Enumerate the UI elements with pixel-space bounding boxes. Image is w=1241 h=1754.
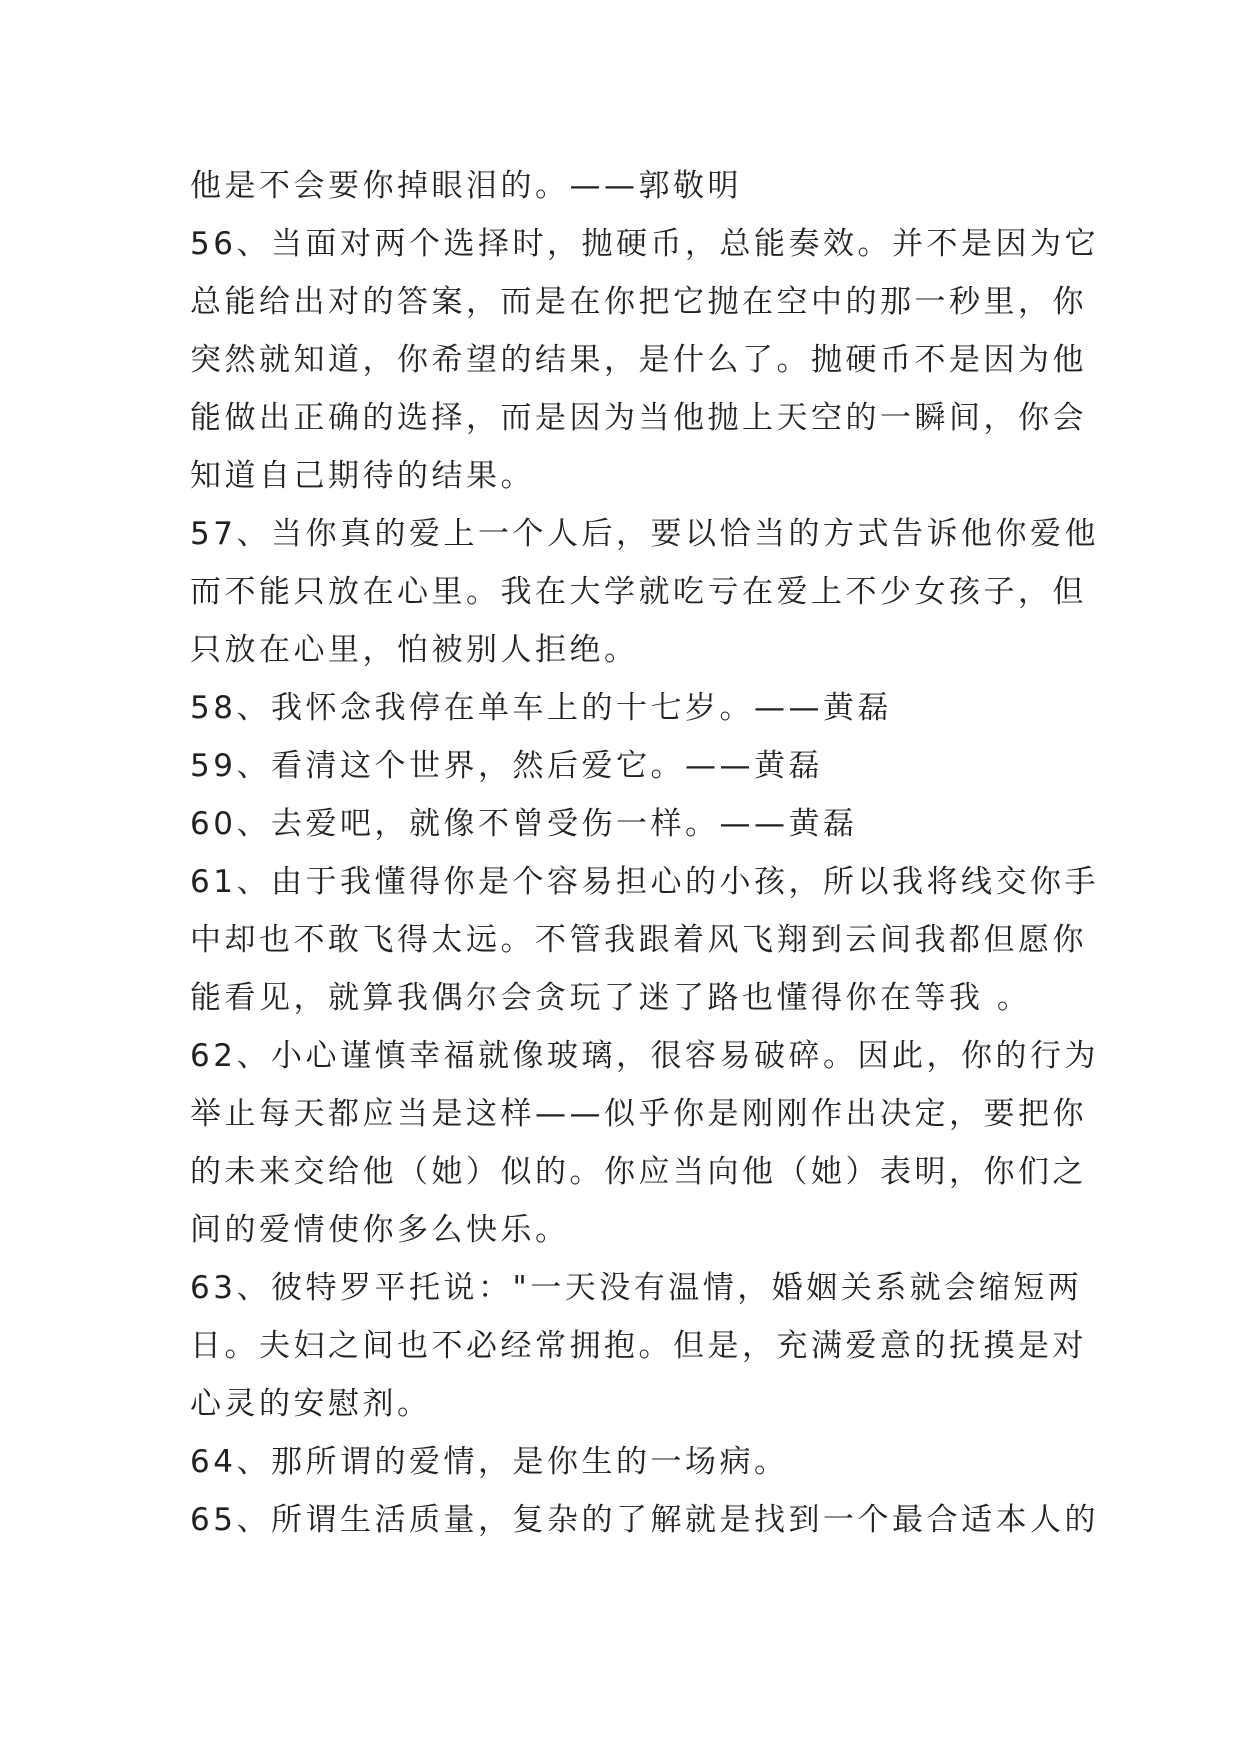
text-line: 能做出正确的选择，而是因为当他抛上天空的一瞬间，你会 [190,400,1087,436]
text-line: 59、看清这个世界，然后爱它。——黄磊 [190,748,823,784]
document-body [190,157,1099,1549]
text-line: 56、当面对两个选择时，抛硬币，总能奏效。并不是因为它 [190,226,1099,262]
text-line: 63、彼特罗平托说："一天没有温情，婚姻关系就会缩短两 [190,1270,1083,1306]
text-line: 65、所谓生活质量，复杂的了解就是找到一个最合适本人的 [190,1502,1099,1538]
text-line: 间的爱情使你多么快乐。 [190,1212,570,1248]
text-line: 能看见，就算我偶尔会贪玩了迷了路也懂得你在等我 。 [190,980,1032,1016]
text-line: 60、去爱吧，就像不曾受伤一样。——黄磊 [190,806,858,842]
text-line: 日。夫妇之间也不必经常拥抱。但是，充满爱意的抚摸是对 [190,1328,1087,1364]
text-line: 总能给出对的答案，而是在你把它抛在空中的那一秒里，你 [190,284,1087,320]
text-line: 而不能只放在心里。我在大学就吃亏在爱上不少女孩子，但 [190,574,1087,610]
text-line: 只放在心里，怕被别人拒绝。 [190,632,639,668]
text-line: 突然就知道，你希望的结果，是什么了。抛硬币不是因为他 [190,342,1087,378]
text-line: 61、由于我懂得你是个容易担心的小孩，所以我将线交你手 [190,864,1099,900]
text-line: 心灵的安慰剂。 [190,1386,432,1422]
text-line: 知道自己期待的结果。 [190,458,535,494]
text-line: 中却也不敢飞得太远。不管我跟着风飞翔到云间我都但愿你 [190,922,1087,958]
text-line: 的未来交给他（她）似的。你应当向他（她）表明，你们之 [190,1154,1087,1190]
text-line: 62、小心谨慎幸福就像玻璃，很容易破碎。因此，你的行为 [190,1038,1099,1074]
text-line: 他是不会要你掉眼泪的。——郭敬明 [190,168,742,204]
text-line: 57、当你真的爱上一个人后，要以恰当的方式告诉他你爱他 [190,516,1099,552]
text-line: 举止每天都应当是这样——似乎你是刚刚作出决定，要把你 [190,1096,1087,1132]
text-line: 64、那所谓的爱情，是你生的一场病。 [190,1444,789,1480]
text-line: 58、我怀念我停在单车上的十七岁。——黄磊 [190,690,892,726]
